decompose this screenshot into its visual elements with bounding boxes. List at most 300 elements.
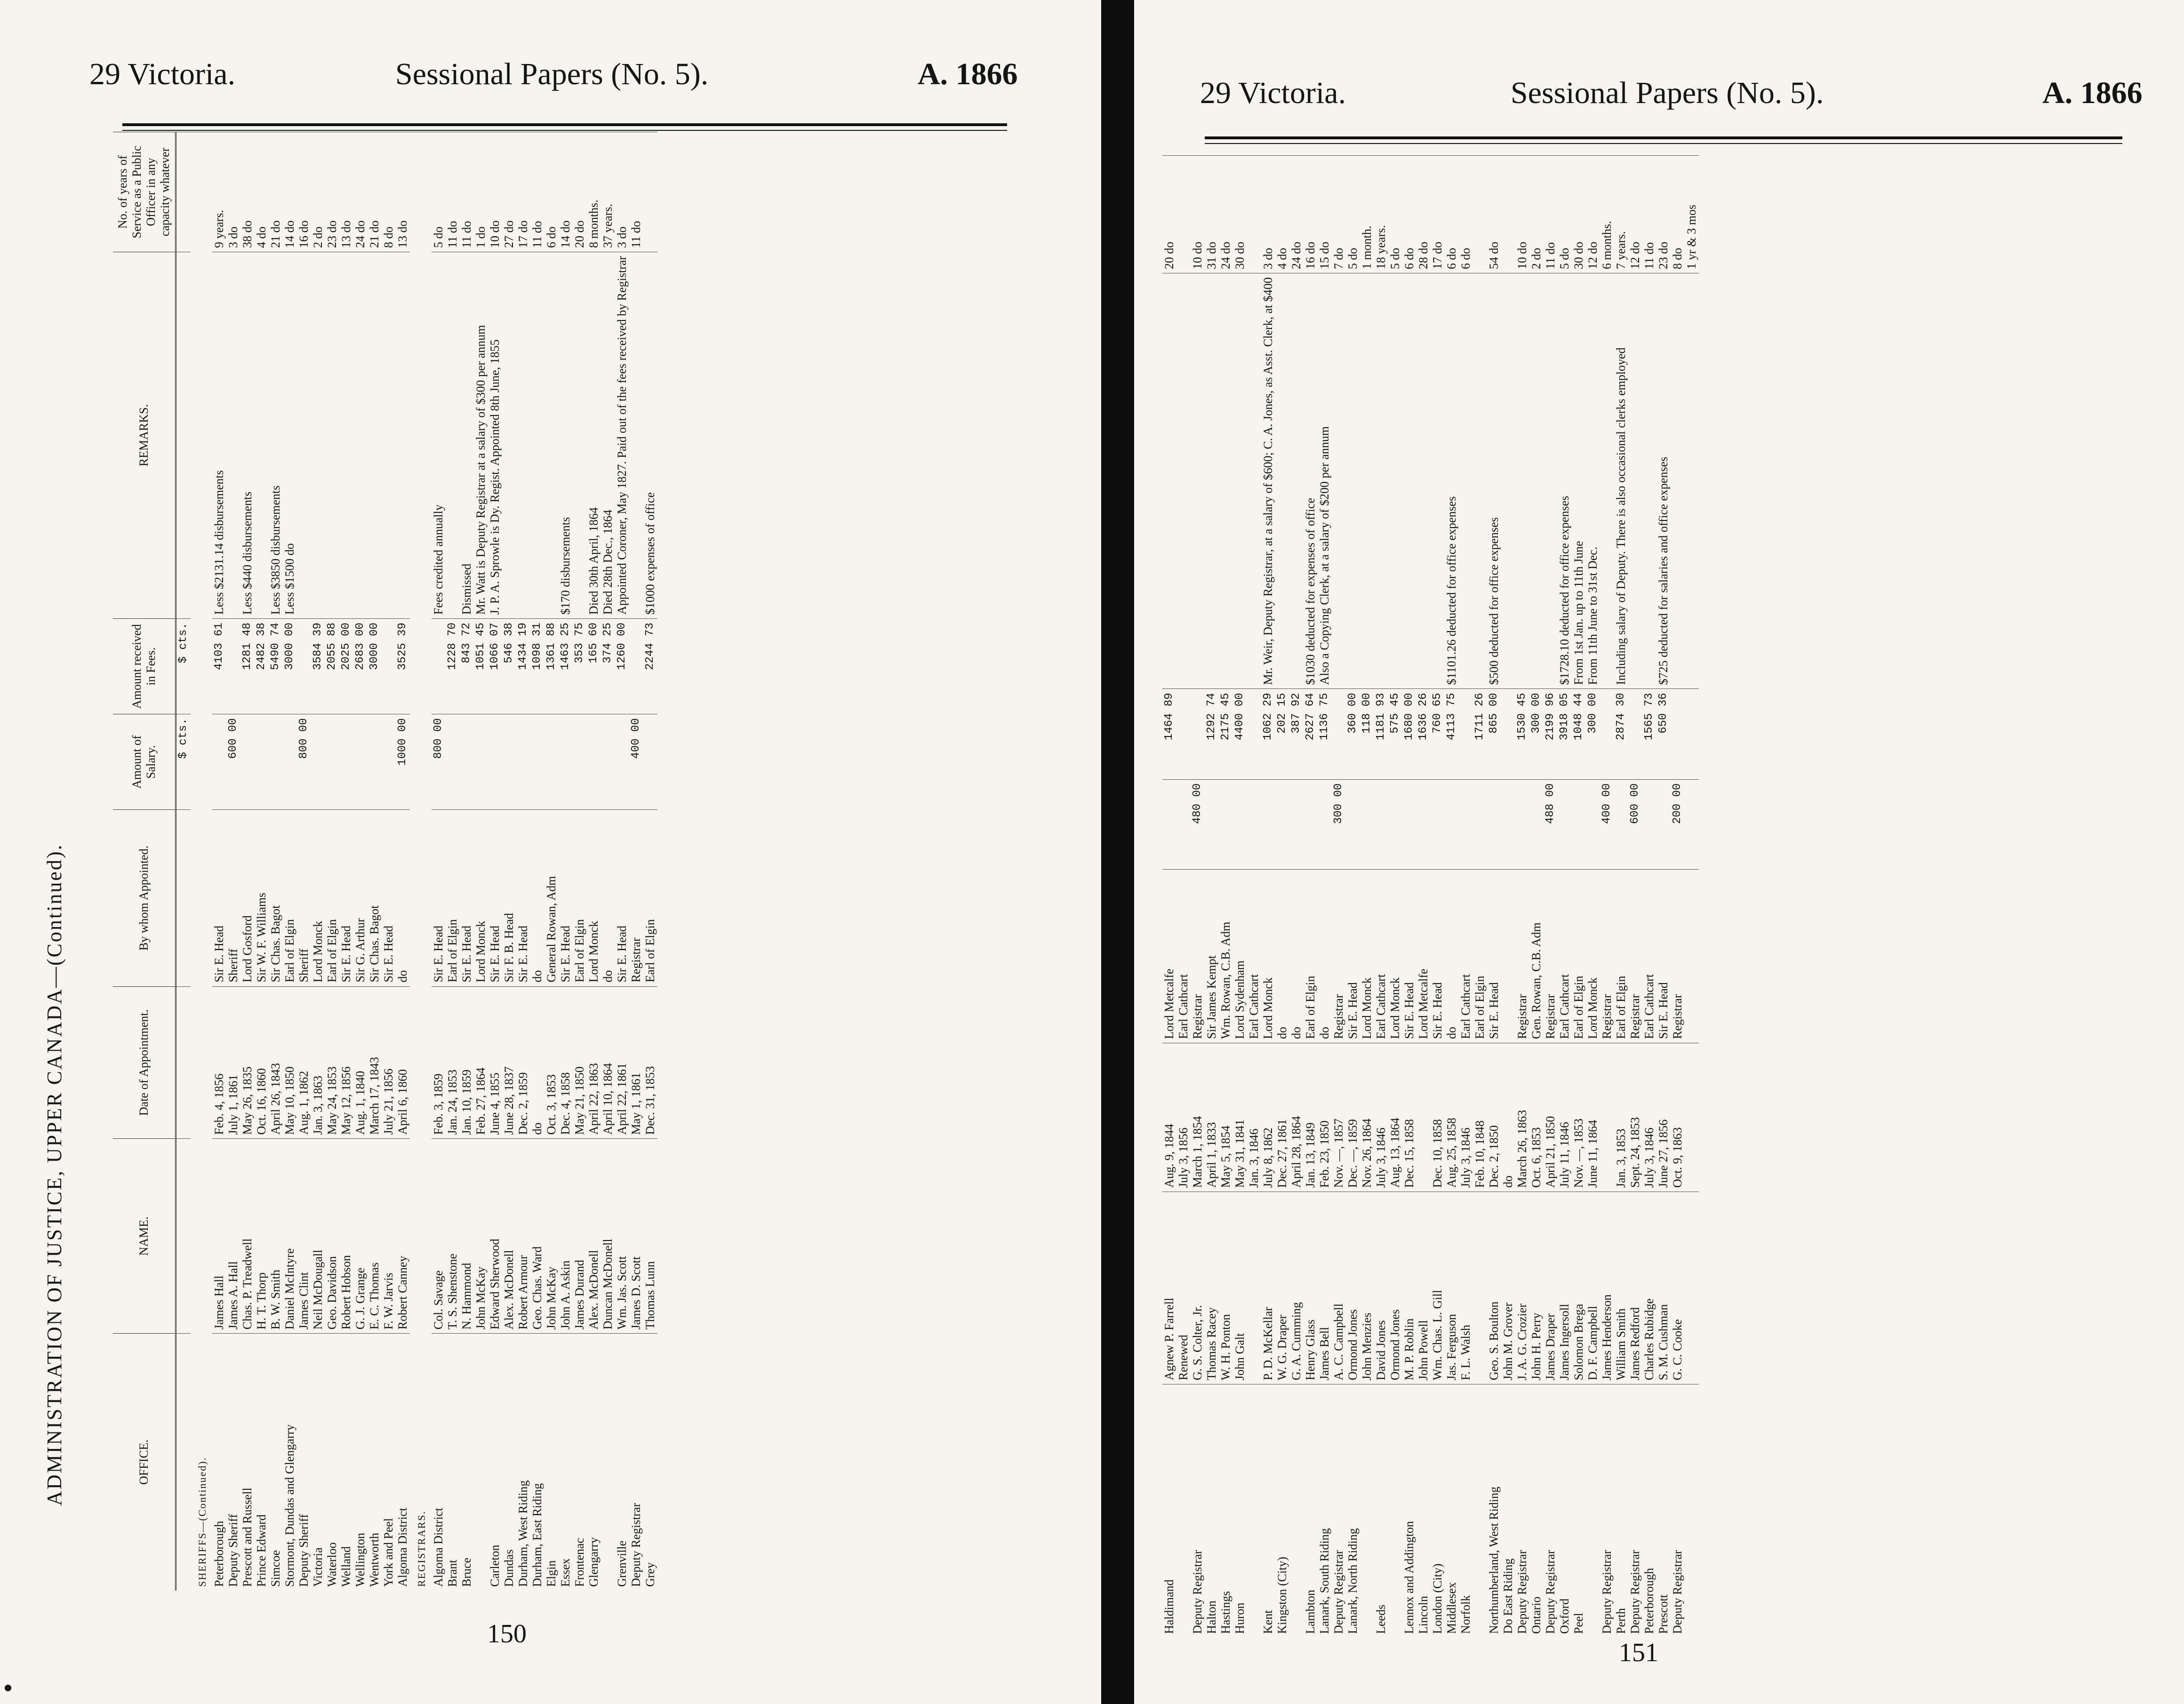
cell-office: Perth — [1614, 1384, 1628, 1638]
cell-salary — [1304, 779, 1318, 869]
cell-name: F. L. Walsh — [1459, 1192, 1473, 1384]
cell-fees: 1281 48 — [240, 619, 255, 714]
cell-office: Dundas — [502, 1334, 516, 1591]
cell-name: Henry Glass — [1304, 1192, 1318, 1384]
cell-name: James Durand — [573, 1139, 587, 1334]
cell-appointed-by: Earl of Elgin — [1572, 869, 1586, 1043]
cell-date: March 1, 1854 — [1191, 1043, 1205, 1192]
table-row — [1374, 156, 1388, 1638]
cell-fees — [1191, 689, 1205, 779]
cell-name: John McKay — [544, 1139, 559, 1334]
cell-name: John Powell — [1416, 1192, 1431, 1384]
cell-name: N. Hammond — [460, 1139, 474, 1334]
cell-remarks — [297, 252, 311, 618]
cell-years-service: 20 do — [1162, 156, 1176, 273]
cell-remarks: $1101.26 deducted for office expenses — [1445, 273, 1459, 689]
table-row — [339, 132, 353, 1591]
cell-appointed-by: Earl of Elgin — [643, 810, 657, 986]
cell-name: E. C. Thomas — [368, 1139, 382, 1334]
table-row — [1289, 156, 1304, 1638]
cell-name: A. C. Campbell — [1332, 1192, 1346, 1384]
cell-appointed-by: Wm. Rowan, C.B. Adm — [1219, 869, 1233, 1043]
cell-fees: 3918 05 — [1558, 689, 1572, 779]
cell-salary: 300 00 — [1332, 779, 1346, 869]
cell-appointed-by: Registrar — [1628, 869, 1642, 1043]
cell-date: May 1, 1861 — [629, 986, 643, 1139]
cell-appointed-by: Earl Cathcart — [1642, 869, 1656, 1043]
cell-years-service: 11 do — [460, 132, 474, 252]
table-row — [1162, 156, 1176, 1638]
cell-date: Feb. 10, 1848 — [1473, 1043, 1487, 1192]
cell-date: May 10, 1850 — [283, 986, 297, 1139]
cell-appointed-by: Earl Cathcart — [1374, 869, 1388, 1043]
cell-name: Charles Rubidge — [1642, 1192, 1656, 1384]
cell-remarks — [1459, 273, 1473, 689]
cell-remarks — [1374, 273, 1388, 689]
cell-years-service: 37 years. — [601, 132, 615, 252]
cell-remarks — [353, 252, 368, 618]
cell-date: Feb. 4, 1856 — [212, 986, 226, 1139]
cell-office: Stormont, Dundas and Glengarry — [283, 1334, 297, 1591]
cell-name: James A. Hall — [226, 1139, 240, 1334]
cell-remarks: Appointed Coroner, May 1827. Paid out of the fees received by Registrar — [615, 252, 629, 618]
cell-name: Solomon Brega — [1572, 1192, 1586, 1384]
cell-fees: 4400 00 — [1233, 689, 1247, 779]
cell-salary — [240, 714, 255, 810]
cell-name — [1247, 1192, 1261, 1384]
cell-fees — [1332, 689, 1346, 779]
cell-salary — [1261, 779, 1275, 869]
left-header-papers: Sessional Papers (No. 5). — [395, 57, 709, 91]
table-row — [1233, 156, 1247, 1638]
cell-remarks: Fees credited annually — [432, 252, 446, 618]
cell-name: James Hall — [212, 1139, 226, 1334]
cell-office: Northumberland, West Riding — [1487, 1384, 1501, 1638]
cell-remarks: $170 disbursements — [559, 252, 573, 618]
cell-salary — [1416, 779, 1431, 869]
cell-date: July 21, 1856 — [382, 986, 396, 1139]
right-page — [1134, 0, 2184, 1704]
cell-salary — [1473, 779, 1487, 869]
cell-office: Lanark, North Riding — [1346, 1384, 1360, 1638]
cell-name: John H. Perry — [1529, 1192, 1544, 1384]
table-row — [1304, 156, 1318, 1638]
cell-years-service — [643, 132, 657, 252]
cell-fees: 300 00 — [1529, 689, 1544, 779]
cell-date: Jan. 24, 1853 — [446, 986, 460, 1139]
cell-fees: 1636 26 — [1416, 689, 1431, 779]
table-row — [1275, 156, 1289, 1638]
cell-years-service: 21 do — [368, 132, 382, 252]
cell-remarks: J. P. A. Sprowle is Dy. Regist. Appointed 8th June, 1855 — [488, 252, 502, 618]
cell-date: May 26, 1835 — [240, 986, 255, 1139]
cell-fees: 2055 88 — [325, 619, 339, 714]
cell-date: Jan. 13, 1849 — [1304, 1043, 1318, 1192]
cell-appointed-by: Lord Monck — [1388, 869, 1402, 1043]
cell-years-service: 20 do — [573, 132, 587, 252]
cell-date: Dec. 15, 1858 — [1402, 1043, 1416, 1192]
cell-appointed-by: Sir E. Head — [339, 810, 353, 986]
cell-appointed-by: Earl Cathcart — [1176, 869, 1191, 1043]
cell-office — [1586, 1384, 1600, 1638]
table-row — [1346, 156, 1360, 1638]
cell-name: Wm. Jas. Scott — [615, 1139, 629, 1334]
cell-years-service: 2 do — [311, 132, 325, 252]
cell-name: Daniel McIntyre — [283, 1139, 297, 1334]
cell-date: April 26, 1843 — [269, 986, 283, 1139]
cell-date: April 10, 1864 — [601, 986, 615, 1139]
cell-appointed-by: Lord Monck — [1261, 869, 1275, 1043]
cell-appointed-by: Earl of Elgin — [446, 810, 460, 986]
cell-remarks — [1219, 273, 1233, 689]
cell-name: Wm. Chas. L. Gill — [1431, 1192, 1445, 1384]
cell-salary — [212, 714, 226, 810]
col-name: NAME. — [113, 1139, 176, 1334]
cell-appointed-by: General Rowan, Adm — [544, 810, 559, 986]
cell-date: Dec. 27, 1861 — [1275, 1043, 1289, 1192]
cell-years-service: 6 months. — [1600, 156, 1614, 273]
cell-remarks — [339, 252, 353, 618]
cell-name: David Jones — [1374, 1192, 1388, 1384]
cell-remarks — [1205, 273, 1219, 689]
cell-office: Deputy Registrar — [1544, 1384, 1558, 1638]
cell-salary — [1431, 779, 1445, 869]
cell-remarks: Mr. Weir, Deputy Registrar, at a salary of $600; C. A. Jones, as Asst. Clerk, at $400 — [1261, 273, 1275, 689]
cell-date: Feb. 3, 1859 — [432, 986, 446, 1139]
cell-fees: 1292 74 — [1205, 689, 1219, 779]
cell-fees: 575 45 — [1388, 689, 1402, 779]
cell-appointed-by: Earl of Elgin — [1473, 869, 1487, 1043]
book-gutter — [1101, 0, 1134, 1704]
cell-name: G. J. Grange — [353, 1139, 368, 1334]
cell-fees: 1464 89 — [1162, 689, 1176, 779]
cell-office: Peel — [1572, 1384, 1586, 1638]
cell-years-service: 8 do — [1671, 156, 1685, 273]
cell-fees: 2175 45 — [1219, 689, 1233, 779]
cell-fees: 650 36 — [1656, 689, 1671, 779]
cell-years-service: 16 do — [1304, 156, 1318, 273]
cell-remarks — [446, 252, 460, 618]
currency-salary: $ cts. — [176, 714, 191, 810]
cell-date: July 3, 1856 — [1176, 1043, 1191, 1192]
cell-years-service: 13 do — [396, 132, 410, 252]
col-years-service: No. of years of Service as a Public Officer in any capacity whatever — [113, 132, 176, 252]
cell-date: Aug. 1, 1862 — [297, 986, 311, 1139]
cell-fees: 202 15 — [1275, 689, 1289, 779]
cell-appointed-by: Lord Metcalfe — [1416, 869, 1431, 1043]
table-row — [1628, 156, 1642, 1638]
cell-office: Deputy Registrar — [1600, 1384, 1614, 1638]
cell-salary — [1346, 779, 1360, 869]
cell-remarks — [368, 252, 382, 618]
cell-name: Robert Armour — [516, 1139, 530, 1334]
cell-name: Edward Sherwood — [488, 1139, 502, 1334]
cell-years-service: 24 do — [1219, 156, 1233, 273]
table-row — [1586, 156, 1600, 1638]
cell-office: Grenville — [615, 1334, 629, 1591]
cell-appointed-by: do — [396, 810, 410, 986]
cell-years-service: 5 do — [432, 132, 446, 252]
table-row — [1501, 156, 1515, 1638]
section-heading-row — [410, 132, 432, 1591]
cell-fees — [629, 619, 643, 714]
cell-date: May 31, 1841 — [1233, 1043, 1247, 1192]
cell-appointed-by: Earl Cathcart — [1459, 869, 1473, 1043]
cell-fees: 1711 26 — [1473, 689, 1487, 779]
cell-years-service — [1247, 156, 1261, 273]
cell-salary — [1501, 779, 1515, 869]
cell-years-service: 16 do — [297, 132, 311, 252]
cell-years-service: 5 do — [1558, 156, 1572, 273]
cell-fees: 1260 00 — [615, 619, 629, 714]
cell-office — [1289, 1384, 1304, 1638]
cell-name: Geo. S. Boulton — [1487, 1192, 1501, 1384]
cell-office — [1176, 1384, 1191, 1638]
cell-office: Oxford — [1558, 1384, 1572, 1638]
cell-date: July 11, 1846 — [1558, 1043, 1572, 1192]
cell-office: Welland — [339, 1334, 353, 1591]
cell-years-service: 17 do — [516, 132, 530, 252]
cell-date: July 1, 1861 — [226, 986, 240, 1139]
table-row — [629, 132, 643, 1591]
cell-years-service: 28 do — [1416, 156, 1431, 273]
cell-date: do — [1501, 1043, 1515, 1192]
cell-salary: 800 00 — [432, 714, 446, 810]
cell-office: Durham, East Riding — [530, 1334, 544, 1591]
cell-name: T. S. Shenstone — [446, 1139, 460, 1334]
cell-appointed-by: Sir Chas. Bagot — [368, 810, 382, 986]
cell-salary — [1205, 779, 1219, 869]
table-row — [1656, 156, 1671, 1638]
cell-appointed-by: do — [1289, 869, 1304, 1043]
cell-fees: 374 25 — [601, 619, 615, 714]
cell-name: H. T. Thorp — [255, 1139, 269, 1334]
cell-office: Victoria — [311, 1334, 325, 1591]
cell-fees: 2683 00 — [353, 619, 368, 714]
cell-fees — [1459, 689, 1473, 779]
cell-years-service: 17 do — [1431, 156, 1445, 273]
cell-fees — [432, 619, 446, 714]
cell-remarks: $1000 expenses of office — [643, 252, 657, 618]
cell-years-service: 10 do — [488, 132, 502, 252]
cell-years-service: 23 do — [1656, 156, 1671, 273]
cell-date: Nov. —, 1857 — [1332, 1043, 1346, 1192]
cell-years-service: 1 do — [474, 132, 488, 252]
cell-date — [1685, 1043, 1699, 1192]
cell-name: P. D. McKellar — [1261, 1192, 1275, 1384]
cell-fees — [1671, 689, 1685, 779]
cell-name: Agnew P. Farrell — [1162, 1192, 1176, 1384]
cell-years-service: 54 do — [1487, 156, 1501, 273]
left-column-header-row — [113, 132, 176, 1591]
cell-appointed-by: Earl of Elgin — [1304, 869, 1318, 1043]
cell-fees: 2627 64 — [1304, 689, 1318, 779]
table-row — [1360, 156, 1374, 1638]
cell-office: Deputy Registrar — [1671, 1384, 1685, 1638]
cell-fees: 1463 25 — [559, 619, 573, 714]
cell-salary — [325, 714, 339, 810]
cell-appointed-by: Sir E. Head — [460, 810, 474, 986]
section-heading-row — [191, 132, 212, 1591]
cell-fees: 2025 00 — [339, 619, 353, 714]
cell-appointed-by: Registrar — [1600, 869, 1614, 1043]
right-header-session: 29 Victoria. — [1200, 76, 1346, 110]
cell-appointed-by: Registrar — [1191, 869, 1205, 1043]
table-row — [283, 132, 297, 1591]
cell-date: April 22, 1863 — [587, 986, 601, 1139]
cell-appointed-by: Sir James Kempt — [1205, 869, 1219, 1043]
cell-fees: 1181 93 — [1374, 689, 1388, 779]
cell-years-service: 11 do — [1544, 156, 1558, 273]
cell-salary — [339, 714, 353, 810]
cell-office — [1247, 1384, 1261, 1638]
cell-date: Oct. 6, 1853 — [1529, 1043, 1544, 1192]
cell-name: James Henderson — [1600, 1192, 1614, 1384]
cell-fees: 1228 70 — [446, 619, 460, 714]
cell-salary — [1487, 779, 1501, 869]
cell-office — [1473, 1384, 1487, 1638]
cell-date: Jan. 3, 1846 — [1247, 1043, 1261, 1192]
table-row — [1614, 156, 1628, 1638]
cell-name: S. M. Cushman — [1656, 1192, 1671, 1384]
cell-salary — [488, 714, 502, 810]
cell-office: Deputy Registrar — [1515, 1384, 1529, 1638]
cell-salary: 600 00 — [1628, 779, 1642, 869]
cell-salary — [587, 714, 601, 810]
cell-date: Dec. 10, 1858 — [1431, 1043, 1445, 1192]
cell-remarks: From 1st Jan. up to 11th June — [1572, 273, 1586, 689]
cell-fees: 1565 73 — [1642, 689, 1656, 779]
cell-name: Alex. McDonell — [502, 1139, 516, 1334]
cell-date: July 3, 1846 — [1374, 1043, 1388, 1192]
cell-years-service: 7 do — [1332, 156, 1346, 273]
cell-office — [1360, 1384, 1374, 1638]
cell-years-service: 18 years. — [1374, 156, 1388, 273]
cell-date: Feb. 23, 1850 — [1318, 1043, 1332, 1192]
cell-office: Essex — [559, 1334, 573, 1591]
right-header-rule — [1205, 136, 2122, 139]
cell-salary — [1614, 779, 1628, 869]
cell-name: W. G. Draper — [1275, 1192, 1289, 1384]
table-row — [516, 132, 530, 1591]
margin-dot — [5, 1685, 11, 1691]
cell-office: Kent — [1261, 1384, 1275, 1638]
cell-fees: 5490 74 — [269, 619, 283, 714]
cell-remarks — [325, 252, 339, 618]
cell-fees: 2874 30 — [1614, 689, 1628, 779]
cell-years-service — [1473, 156, 1487, 273]
table-row — [1642, 156, 1656, 1638]
table-row — [1600, 156, 1614, 1638]
cell-remarks: $1728.10 deducted for office expenses — [1558, 273, 1572, 689]
cell-years-service: 3 do — [615, 132, 629, 252]
cell-fees: 1136 75 — [1318, 689, 1332, 779]
cell-salary — [368, 714, 382, 810]
cell-salary: 400 00 — [629, 714, 643, 810]
cell-salary: 1000 00 — [396, 714, 410, 810]
cell-fees: 546 38 — [502, 619, 516, 714]
cell-date: Dec. 2, 1859 — [516, 986, 530, 1139]
cell-name: F. W. Jarvis — [382, 1139, 396, 1334]
left-header-year: A. 1866 — [918, 57, 1018, 91]
cell-date — [1600, 1043, 1614, 1192]
cell-office: Wellington — [353, 1334, 368, 1591]
cell-office: Halton — [1205, 1384, 1219, 1638]
cell-fees: 300 00 — [1586, 689, 1600, 779]
cell-appointed-by: Sir E. Head — [432, 810, 446, 986]
table-row — [544, 132, 559, 1591]
cell-date: June 4, 1855 — [488, 986, 502, 1139]
cell-years-service: 5 do — [1346, 156, 1360, 273]
cell-appointed-by: do — [530, 810, 544, 986]
cell-name — [1685, 1192, 1699, 1384]
cell-appointed-by: Earl of Elgin — [325, 810, 339, 986]
cell-remarks: Less $3850 disbursements — [269, 252, 283, 618]
table-row — [1205, 156, 1219, 1638]
cell-office: Prince Edward — [255, 1334, 269, 1591]
cell-office: Hastings — [1219, 1384, 1233, 1638]
cell-salary — [255, 714, 269, 810]
cell-fees: 1434 19 — [516, 619, 530, 714]
cell-years-service: 1 yr & 3 mos — [1685, 156, 1699, 273]
cell-salary: 488 00 — [1544, 779, 1558, 869]
cell-salary — [446, 714, 460, 810]
cell-appointed-by: Sir E. Head — [1656, 869, 1671, 1043]
cell-salary — [1275, 779, 1289, 869]
cell-name: Robert Hobson — [339, 1139, 353, 1334]
cell-years-service: 4 do — [1275, 156, 1289, 273]
cell-date: May 24, 1853 — [325, 986, 339, 1139]
cell-name: Thomas Racey — [1205, 1192, 1219, 1384]
cell-office: Algoma District — [432, 1334, 446, 1591]
table-row — [1219, 156, 1233, 1638]
cell-salary — [1558, 779, 1572, 869]
cell-appointed-by: Sir E. Head — [212, 810, 226, 986]
cell-date — [1416, 1043, 1431, 1192]
cell-remarks — [516, 252, 530, 618]
cell-date: Feb. 27, 1864 — [474, 986, 488, 1139]
cell-years-service: 11 do — [446, 132, 460, 252]
left-currency-row — [176, 132, 191, 1591]
cell-appointed-by: do — [1275, 869, 1289, 1043]
cell-appointed-by: Lord Monck — [311, 810, 325, 986]
cell-office: Wentworth — [368, 1334, 382, 1591]
cell-date: Dec. 4, 1858 — [559, 986, 573, 1139]
cell-years-service — [1501, 156, 1515, 273]
cell-fees: 2482 38 — [255, 619, 269, 714]
cell-date: April 22, 1861 — [615, 986, 629, 1139]
table-row — [1176, 156, 1191, 1638]
cell-appointed-by: Registrar — [1332, 869, 1346, 1043]
table-row — [1332, 156, 1346, 1638]
cell-salary: 480 00 — [1191, 779, 1205, 869]
table-row — [601, 132, 615, 1591]
cell-remarks — [1346, 273, 1360, 689]
cell-salary — [382, 714, 396, 810]
right-header-year: A. 1866 — [2042, 76, 2143, 110]
cell-office: Glengarry — [587, 1334, 601, 1591]
cell-appointed-by: Sir E. Head — [1487, 869, 1501, 1043]
cell-salary — [573, 714, 587, 810]
cell-remarks — [1247, 273, 1261, 689]
cell-name: Geo. Chas. Ward — [530, 1139, 544, 1334]
cell-date: Oct. 16, 1860 — [255, 986, 269, 1139]
cell-office: Lambton — [1304, 1384, 1318, 1638]
table-row — [1388, 156, 1402, 1638]
table-row — [382, 132, 396, 1591]
cell-date: April 6, 1860 — [396, 986, 410, 1139]
cell-salary — [601, 714, 615, 810]
